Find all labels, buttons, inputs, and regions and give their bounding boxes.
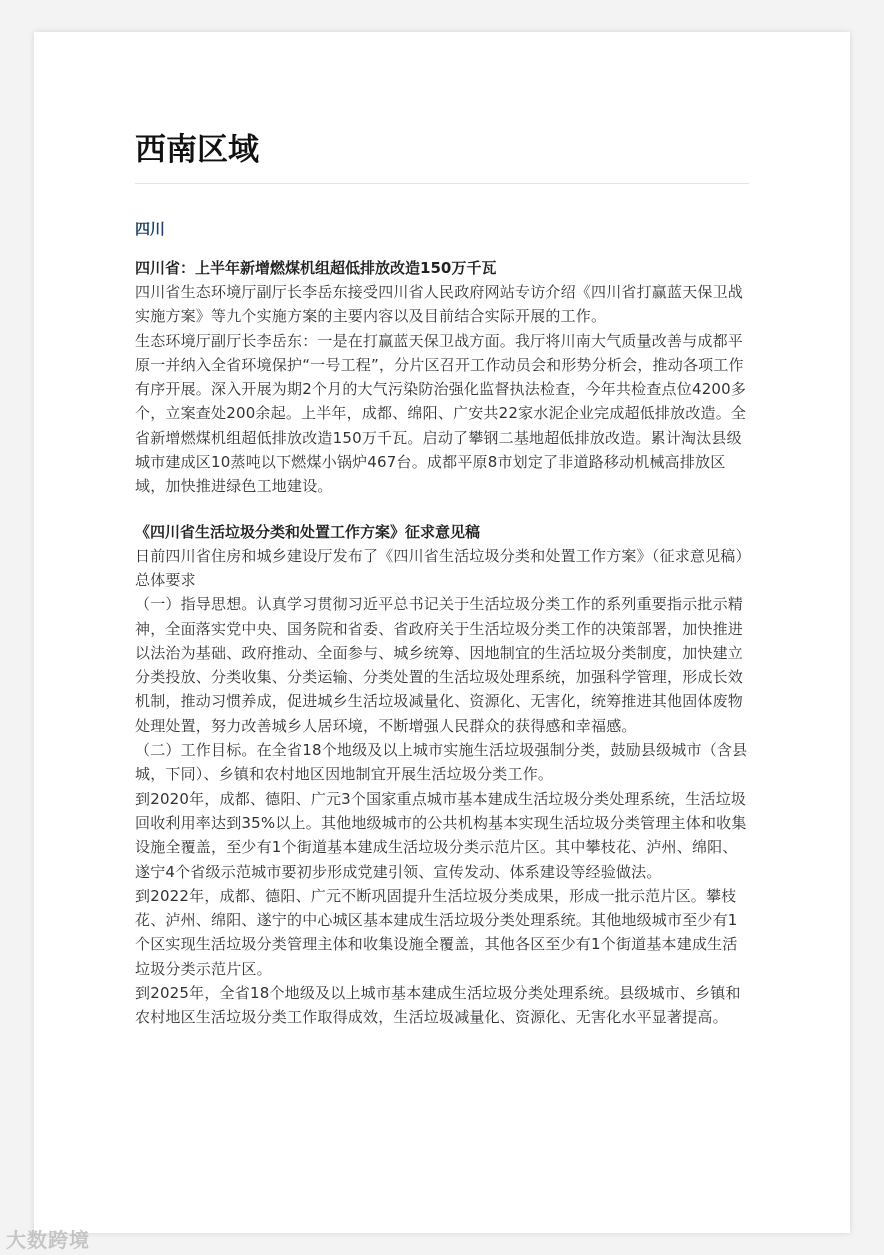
article-1-headline: 四川省：上半年新增燃煤机组超低排放改造150万千瓦 [135,259,497,277]
article-1-paragraph: 四川省生态环境厅副厅长李岳东接受四川省人民政府网站专访介绍《四川省打赢蓝天保卫战实施方案》等九个实施方案的主要内容以及目前结合实际开展的工作。 [135,283,744,326]
article-2-paragraph: 到2025年，全省18个地级及以上城市基本建成生活垃圾分类处理系统。县级城市、乡镇和农村地区生活垃圾分类工作取得成效，生活垃圾减量化、资源化、无害化水平显著提高。 [135,984,741,1027]
article-2-paragraph: 到2020年，成都、德阳、广元3个国家重点城市基本建成生活垃圾分类处理系统，生活垃圾回收利用率达到35%以上。其他地级城市的公共机构基本实现生活垃圾分类管理主体和收集设施全覆盖，至少有1个街道基本建成生活垃圾分类示范片区。其中攀枝花、泸州、绵阳、遂宁4个省级示范城市要初步形成党建引领、宣传发动、体系建设等经验做法。 [135,789,747,881]
watermark-logo: 大数跨境 [6,1228,90,1252]
document-content [135,128,749,1030]
article-1-paragraph: 生态环境厅副厅长李岳东：一是在打赢蓝天保卫战方面。我厅将川南大气质量改善与成都平原一并纳入全省环境保护“一号工程”，分片区召开工作动员会和形势分析会，推动各项工作有序开展。深入开展为期2个月的大气污染防治强化监督执法检查，今年共检查点位4200多个，立案查处200余起。上半年，成都、绵阳、广安共22家水泥企业完成超低排放改造。全省新增燃煤机组超低排放改造150万千瓦。启动了攀钢二基地超低排放改造。累计淘汰县级城市建成区10蒸吨以下燃煤小锅炉467台。成都平原8市划定了非道路移动机械高排放区域，加快推进绿色工地建设。 [135,331,747,496]
article-2-paragraph: （一）指导思想。认真学习贯彻习近平总书记关于生活垃圾分类工作的系列重要指示批示精神，全面落实党中央、国务院和省委、省政府关于生活垃圾分类工作的决策部署，加快推进以法治为基础、政府推动、全面参与、城乡统筹、因地制宜的生活垃圾分类制度，加快建立分类投放、分类收集、分类运输、分类处置的生活垃圾处理系统，加强科学管理，形成长效机制，推动习惯养成，促进城乡生活垃圾减量化、资源化、无害化，统筹推进其他固体废物处理处置，努力改善城乡人居环境，不断增强人民群众的获得感和幸福感。 [135,595,744,735]
document-page [34,32,850,1233]
region-heading: 四川 [135,220,166,238]
article-2-headline: 《四川省生活垃圾分类和处置工作方案》征求意见稿 [135,522,481,541]
article-2-paragraph: 日前四川省住房和城乡建设厅发布了《四川省生活垃圾分类和处置工作方案》（征求意见稿） [135,546,751,565]
article-2-paragraph: 总体要求 [135,570,196,589]
article-2-paragraph: （二）工作目标。在全省18个地级及以上城市实施生活垃圾强制分类，鼓励县级城市（含县城，下同）、乡镇和农村地区因地制宜开展生活垃圾分类工作。 [135,741,748,784]
article-2-paragraph: 到2022年，成都、德阳、广元不断巩固提升生活垃圾分类成果，形成一批示范片区。攀枝花、泸州、绵阳、遂宁的中心城区基本建成生活垃圾分类处理系统。其他地级城市至少有1个区实现生活垃圾分类管理主体和收集设施全覆盖，其他各区至少有1个街道基本建成生活垃圾分类示范片区。 [135,886,738,978]
page-title: 西南区域 [135,128,749,184]
